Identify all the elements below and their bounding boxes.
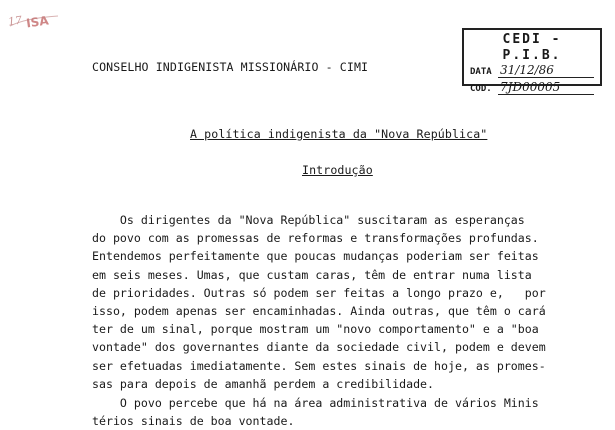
stamp-code-row <box>470 81 594 98</box>
text-line: térios sinais de boa vontade. <box>92 414 295 429</box>
text-line: isso, podem apenas ser encaminhadas. Ainda outras, que têm o cará <box>92 303 546 318</box>
stamp-title: CEDI - P.I.B. <box>502 32 562 63</box>
stamp-date-value: 31/12/86 <box>498 64 594 78</box>
text-line: sas para depois de amanhã perdem a credibilidade. <box>92 376 435 391</box>
section-heading: Introdução <box>302 163 373 177</box>
archive-stamp <box>462 28 602 94</box>
paragraph-2 <box>92 394 612 430</box>
stamp-date-row <box>470 64 594 81</box>
document-title: A política indigenista da "Nova República" <box>190 127 488 141</box>
text-line: ter de um sinal, porque mostram um "novo comportamento" e a "boa <box>92 322 539 337</box>
svg-text:ISA: ISA <box>25 13 50 30</box>
archive-logo-stamp <box>6 8 64 30</box>
text-line: Os dirigentes da "Nova República" suscitaram as esperanças <box>92 213 525 227</box>
svg-text:17: 17 <box>7 13 23 29</box>
text-line: vontade" dos governantes diante da sociedade civil, podem e devem <box>92 340 546 355</box>
text-line: O povo percebe que há na área administrativa de vários Minis <box>92 396 539 410</box>
paragraph-1 <box>92 211 612 393</box>
text-line: Entendemos perfeitamente que poucas mudanças poderiam ser feitas <box>92 249 539 264</box>
text-line: em seis meses. Umas, que custam caras, têm de entrar numa lista <box>92 267 532 282</box>
text-line: do povo com as promessas de reformas e transformações profundas. <box>92 231 539 246</box>
stamp-code-value: 7JD00005 <box>498 81 594 95</box>
organization-header: CONSELHO INDIGENISTA MISSIONÁRIO - CIMI <box>92 60 369 74</box>
stamp-code-label: COD. <box>470 84 492 94</box>
stamp-date-label: DATA <box>470 67 492 77</box>
text-line: de prioridades. Outras só podem ser feitas a longo prazo e, por <box>92 285 546 300</box>
text-line: ser efetuadas imediatamente. Sem estes sinais de hoje, as promes- <box>92 358 546 373</box>
